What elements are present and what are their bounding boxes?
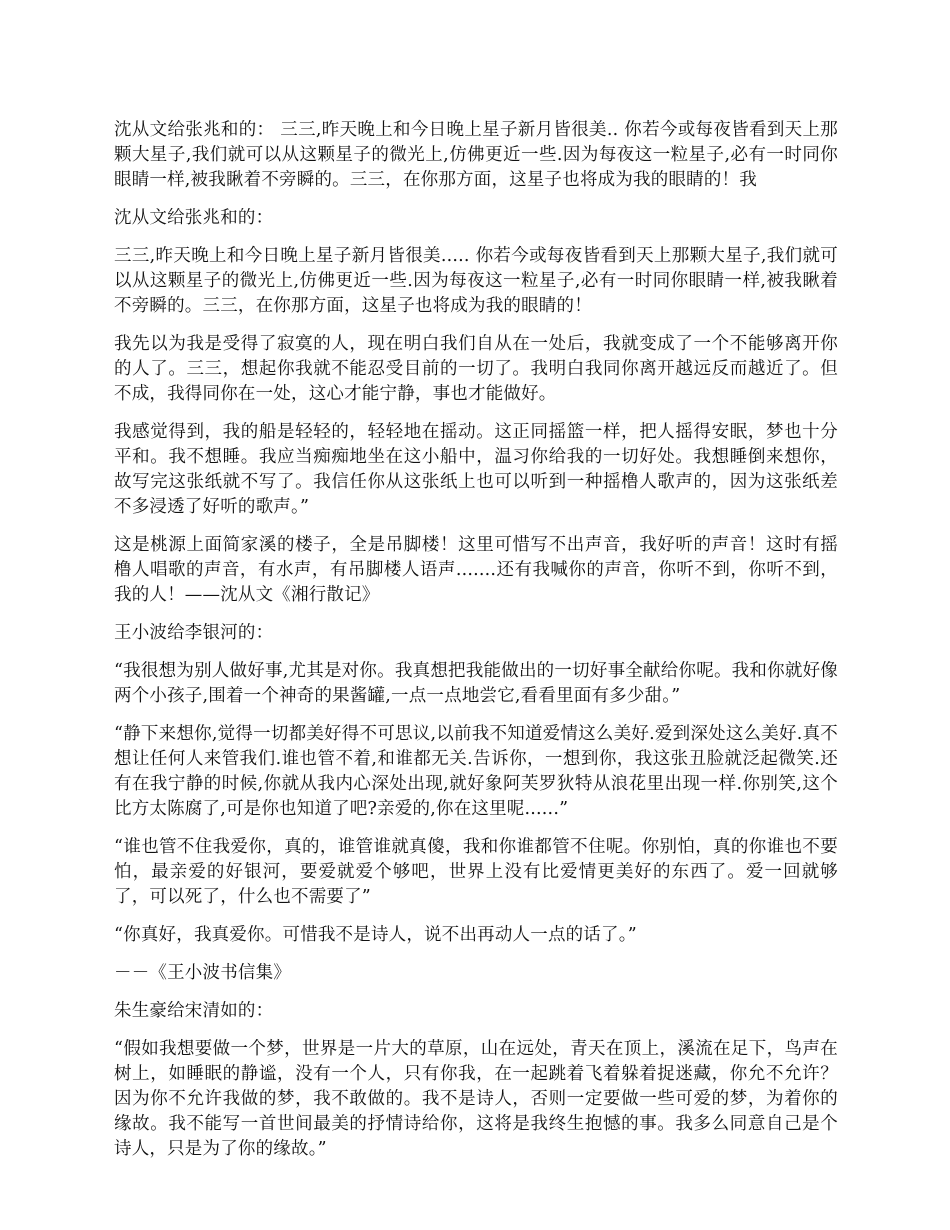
document-body [114, 118, 838, 1175]
paragraph: “我很想为别人做好事,尤其是对你。我真想把我能做出的一切好事全献给你呢。我和你就好像两个小孩子,围着一个神奇的果酱罐,一点一点地尝它,看看里面有多少甜。” [114, 661, 838, 706]
paragraph: 我先以为我是受得了寂寞的人，现在明白我们自从在一处后，我就变成了一个不能够离开你的人了。三三，想起你我就不能忍受目前的一切了。我明白我同你离开越远反而越近了。但不成，我得同你在一处，这心才能宁静，事也才能做好。 [114, 334, 838, 404]
paragraph: “假如我想要做一个梦，世界是一片大的草原，山在远处，青天在顶上，溪流在足下，鸟声在树上，如睡眠的静谧，没有一个人，只有你我，在一起跳着飞着躲着捉迷藏，你允不允许？因为你不允许我做的梦，我不敢做的。我不是诗人，否则一定要做一些可爱的梦，为着你的缘故。我不能写一首世间最美的抒情诗给你，这将是我终生抱憾的事。我多么同意自己是个诗人，只是为了你的缘故。” [114, 1039, 838, 1159]
paragraph: 朱生豪给宋清如的： [114, 1001, 274, 1021]
paragraph: 沈从文给张兆和的： [114, 208, 274, 228]
paragraph: 王小波给李银河的： [114, 623, 274, 643]
paragraph: －－《王小波书信集》 [114, 963, 291, 983]
paragraph: “静下来想你,觉得一切都美好得不可思议,以前我不知道爱情这么美好.爱到深处这么美好.真不想让任何人来管我们.谁也管不着,和谁都无关.告诉你，一想到你，我这张丑脸就泛起微笑.还有在我宁静的时候,你就从我内心深处出现,就好象阿芙罗狄特从浪花里出现一样.你别笑,这个比方太陈腐了,可是你也知道了吧?亲爱的,你在这里呢......” [114, 724, 838, 819]
paragraph: “你真好，我真爱你。可惜我不是诗人，说不出再动人一点的话了。” [114, 925, 637, 945]
paragraph: “谁也管不住我爱你，真的，谁管谁就真傻，我和你谁都管不住呢。你别怕，真的你谁也不要怕，最亲爱的好银河，要爱就爱个够吧，世界上没有比爱情更美好的东西了。爱一回就够了，可以死了，什么也不需要了” [114, 837, 838, 907]
paragraph: 我感觉得到，我的船是轻轻的，轻轻地在摇动。这正同摇篮一样，把人摇得安眠，梦也十分平和。我不想睡。我应当痴痴地坐在这小船中，温习你给我的一切好处。我想睡倒来想你，故写完这张纸就不写了。我信任你从这张纸上也可以听到一种摇橹人歌声的，因为这张纸差不多浸透了好听的歌声。” [114, 422, 838, 517]
paragraph: 三三,昨天晚上和今日晚上星子新月皆很美..... 你若今或每夜皆看到天上那颗大星子,我们就可以从这颗星子的微光上,仿佛更近一些.因为每夜这一粒星子,必有一时同你眼睛一样,被我瞅着不旁瞬的。三三，在你那方面，这星子也将成为我的眼睛的！ [114, 246, 838, 316]
paragraph: 沈从文给张兆和的： 三三,昨天晚上和今日晚上星子新月皆很美.. 你若今或每夜皆看到天上那颗大星子,我们就可以从这颗星子的微光上,仿佛更近一些.因为每夜这一粒星子,必有一时同你眼睛一样,被我瞅着不旁瞬的。三三，在你那方面，这星子也将成为我的眼睛的！我 [114, 120, 838, 190]
paragraph: 这是桃源上面简家溪的楼子，全是吊脚楼！这里可惜写不出声音，我好听的声音！这时有摇橹人唱歌的声音，有水声，有吊脚楼人语声.......还有我喊你的声音，你听不到，你听不到，我的人！——沈从文《湘行散记》 [114, 535, 838, 605]
